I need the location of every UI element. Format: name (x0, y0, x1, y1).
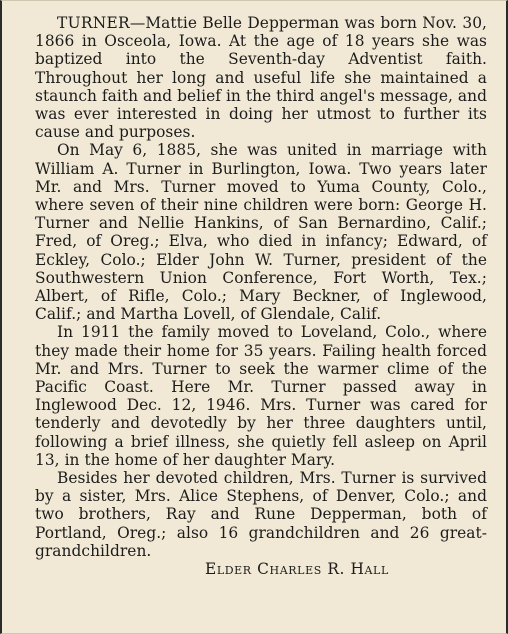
obituary-paragraph-1 (35, 14, 487, 141)
obituary-surname: TURNER (57, 14, 130, 32)
obituary-paragraph-1-text: —Mattie Belle Depperman was born Nov. 30, 1866 in Osceola, Iowa. At the age of 18 years she was baptized into the Seventh-day Adventist faith. Throughout her long and useful life she maintained a staunch faith and belief in the third angel's message, and was ever interested in doing her utmost to further its cause and purposes. (35, 14, 487, 142)
obituary-paragraph-4: Besides her devoted children, Mrs. Turner is survived by a sister, Mrs. Alice Stephens, of Denver, Colo.; and two brothers, Ray and Rune Depperman, both of Portland, Oreg.; also 16 grandchildren and 26 great-grandchildren. (35, 469, 487, 560)
obituary-paragraph-3: In 1911 the family moved to Loveland, Colo., where they made their home for 35 years. Failing health forced Mr. and Mrs. Turner to seek the warmer clime of the Pacific Coast. Here Mr. Turner passed away in Inglewood Dec. 12, 1946. Mrs. Turner was cared for tenderly and devotedly by her three daughters until, following a brief illness, she quietly fell asleep on April 13, in the home of her daughter Mary. (35, 323, 487, 469)
obituary-paragraph-2: On May 6, 1885, she was united in marriage with William A. Turner in Burlington, Iowa. Two years later Mr. and Mrs. Turner moved to Yuma County, Colo., where seven of their nine children were born: George H. Turner and Nellie Hankins, of San Bernardino, Calif.; Fred, of Oreg.; Elva, who died in infancy; Edward, of Eckley, Colo.; Elder John W. Turner, president of the Southwestern Union Conference, Fort Worth, Tex.; Albert, of Rifle, Colo.; Mary Beckner, of Inglewood, Calif.; and Martha Lovell, of Glendale, Calif. (35, 141, 487, 324)
obituary-column (35, 14, 487, 578)
obituary-signature: Elder Charles R. Hall (205, 560, 389, 579)
